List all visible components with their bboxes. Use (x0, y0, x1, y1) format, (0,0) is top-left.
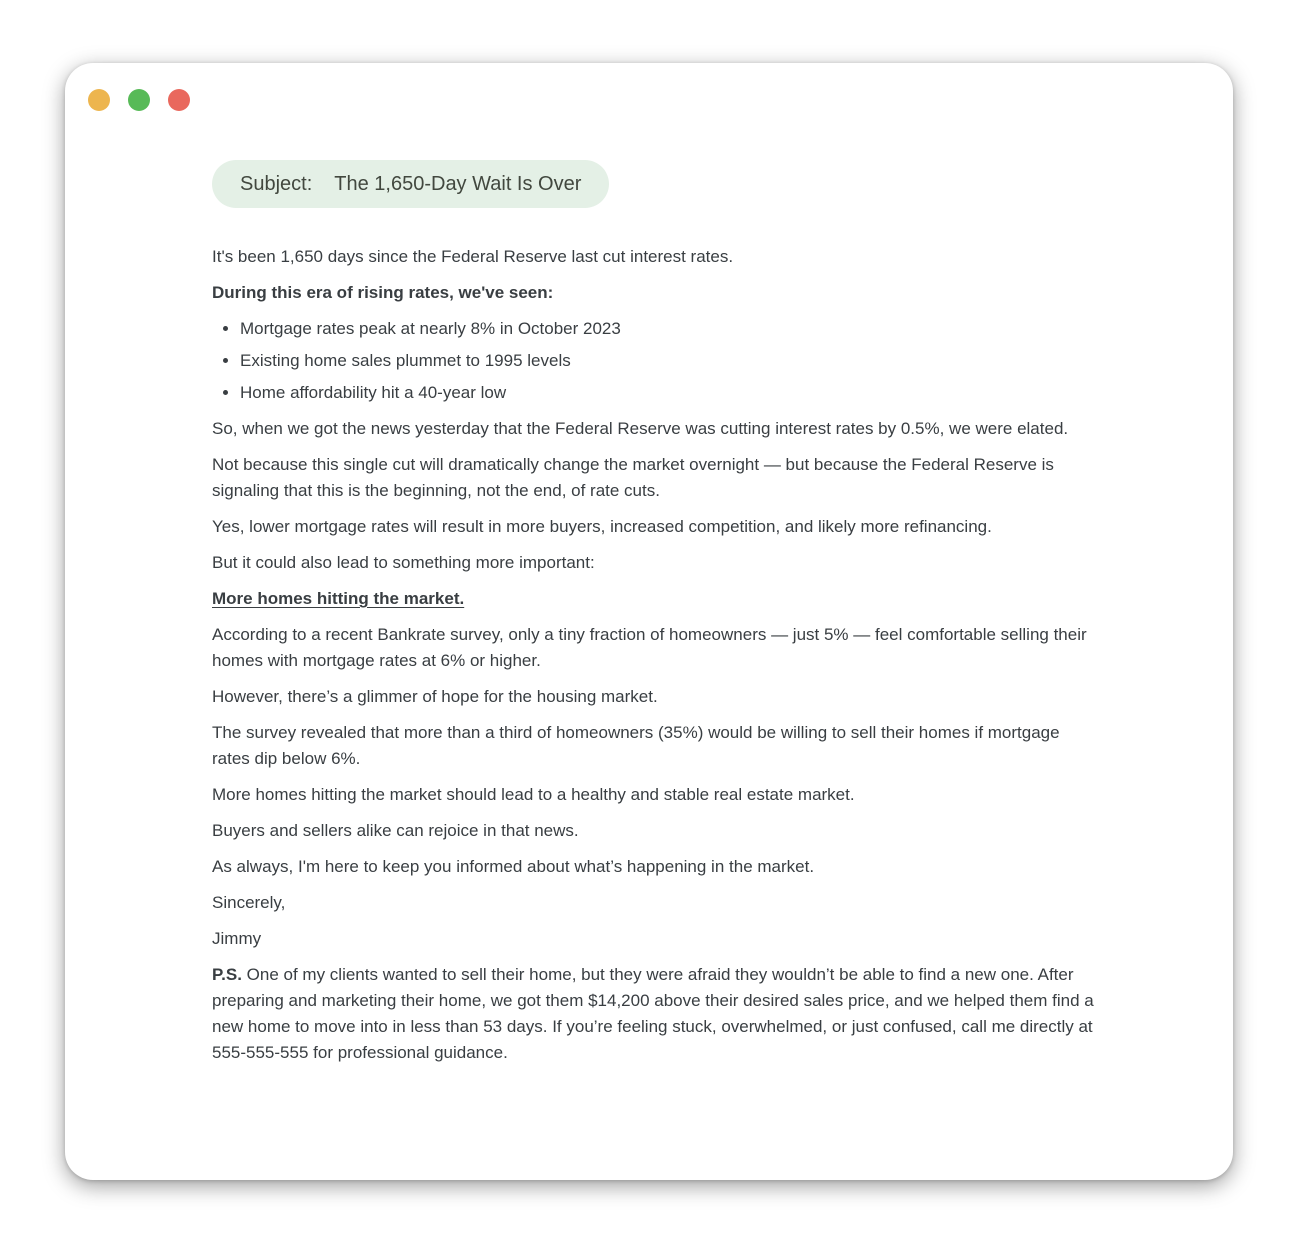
paragraph: Sincerely, (212, 893, 286, 912)
subject-pill (212, 160, 609, 208)
subject-label: Subject: (240, 172, 313, 195)
paragraph: The survey revealed that more than a third of homeowners (35%) would be willing to sell their homes if mortgage rates dip below 6%. (212, 723, 1060, 768)
bullet-list (212, 316, 1096, 406)
paragraph: Jimmy (212, 929, 262, 948)
list-item: • Existing home sales plummet to 1995 levels (240, 348, 1096, 374)
paragraph: P.S. One of my clients wanted to sell their home, but they were afraid they wouldn’t be able to find a new one. After preparing and marketing their home, we got them $14,200 above their desired sales price, and we helped them find a new home to move into in less than 53 days. If you’re feeling stuck, overwhelmed, or just confused, call me directly at 555-555-555 for professional guidance. (212, 965, 1094, 1062)
email-window (65, 63, 1233, 1180)
paragraph: It's been 1,650 days since the Federal Reserve last cut interest rates. (212, 247, 734, 266)
paragraph: According to a recent Bankrate survey, only a tiny fraction of homeowners — just 5% — feel comfortable selling their homes with mortgage rates at 6% or higher. (212, 625, 1087, 670)
list-item: • Mortgage rates peak at nearly 8% in October 2023 (240, 316, 1096, 342)
subject-title: The 1,650-Day Wait Is Over (334, 172, 582, 195)
ps-label: P.S. (212, 965, 242, 984)
email-content (65, 111, 1112, 1066)
traffic-light-red-button[interactable] (168, 89, 190, 111)
traffic-light-yellow-button[interactable] (88, 89, 110, 111)
paragraph: So, when we got the news yesterday that the Federal Reserve was cutting interest rates by 0.5%, we were elated. (212, 419, 1069, 438)
paragraph: Not because this single cut will dramatically change the market overnight — but because the Federal Reserve is signaling that this is the beginning, not the end, of rate cuts. (212, 455, 1054, 500)
paragraph: However, there’s a glimmer of hope for the housing market. (212, 687, 658, 706)
paragraph: More homes hitting the market should lead to a healthy and stable real estate market. (212, 785, 855, 804)
list-item: • Home affordability hit a 40-year low (240, 380, 1096, 406)
paragraph: As always, I'm here to keep you informed about what’s happening in the market. (212, 857, 815, 876)
paragraph: Yes, lower mortgage rates will result in more buyers, increased competition, and likely more refinancing. (212, 517, 992, 536)
email-body (212, 244, 1096, 1066)
paragraph: Buyers and sellers alike can rejoice in that news. (212, 821, 579, 840)
window-controls (65, 63, 1233, 111)
paragraph: But it could also lead to something more important: (212, 553, 595, 572)
traffic-light-green-button[interactable] (128, 89, 150, 111)
paragraph-bold: During this era of rising rates, we've seen: (212, 283, 554, 302)
paragraph-bold-underline: More homes hitting the market. (212, 589, 465, 608)
